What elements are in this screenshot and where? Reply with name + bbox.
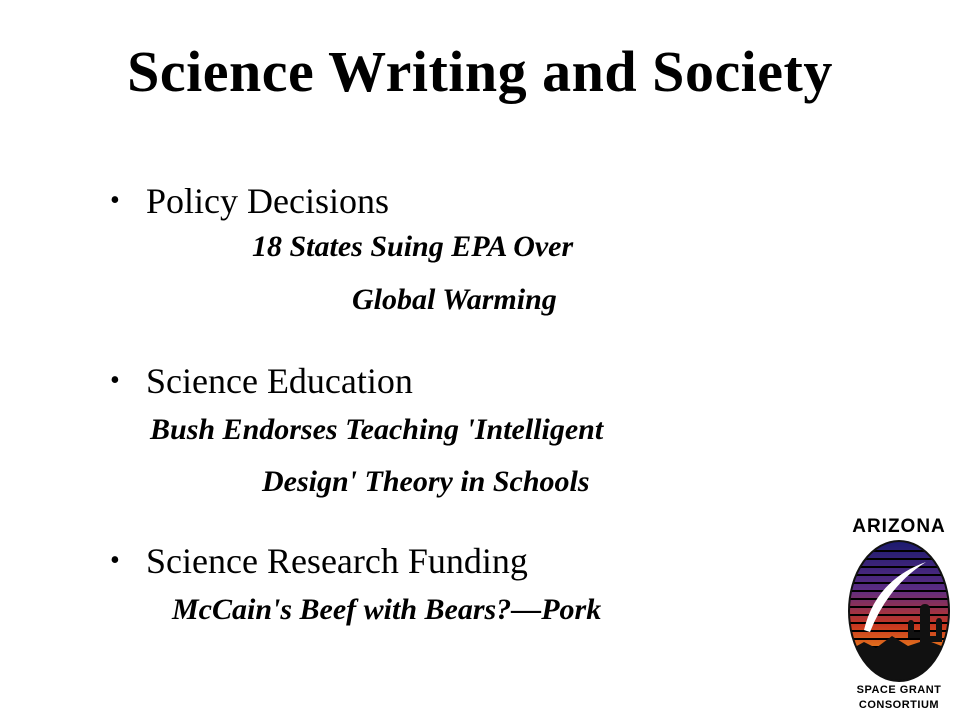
logo-bottom-text: SPACE GRANT — [856, 684, 942, 696]
headline-line: Design' Theory in Schools — [262, 465, 590, 498]
headline-line: Global Warming — [352, 283, 557, 316]
bullet-dot: • — [110, 185, 120, 216]
bullet-label: Science Education — [146, 361, 413, 401]
logo-emblem — [846, 540, 952, 682]
bullet-dot: • — [110, 365, 120, 396]
logo-top-text: ARIZONA — [852, 516, 946, 537]
bullet-science-education — [110, 360, 413, 402]
logo-bottom-text: CONSORTIUM — [858, 699, 940, 711]
headline-line: 18 States Suing EPA Over — [252, 230, 574, 263]
bullet-policy-decisions — [110, 180, 389, 222]
headline-line: McCain's Beef with Bears?—Pork — [172, 593, 602, 626]
arizona-space-grant-logo — [842, 512, 956, 718]
headline-line: Bush Endorses Teaching 'Intelligent — [150, 413, 604, 446]
bullet-dot: • — [110, 545, 120, 576]
bullet-label: Science Research Funding — [146, 541, 528, 581]
slide-title: Science Writing and Society — [127, 39, 833, 104]
bullet-label: Policy Decisions — [146, 181, 389, 221]
bullet-science-research-funding — [110, 540, 528, 582]
